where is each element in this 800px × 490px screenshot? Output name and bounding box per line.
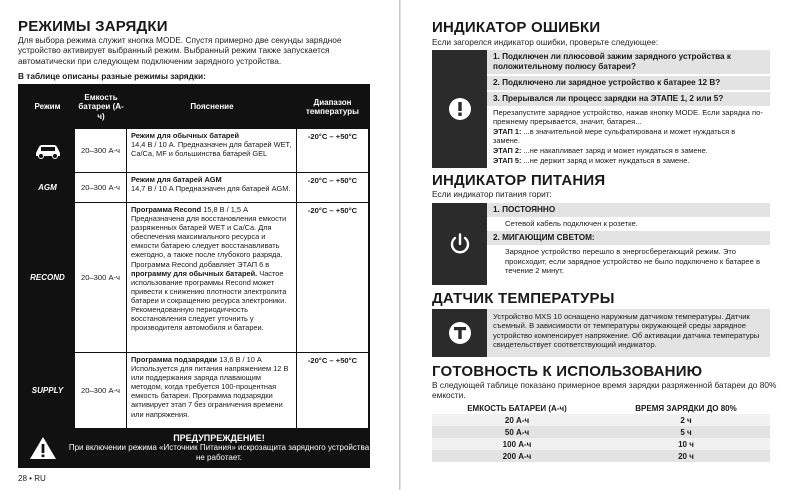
- desc-values: 13,6 В / 10 А: [219, 355, 262, 364]
- stage-text: ...в значительной мере сульфатирована и может нуждаться в замене.: [493, 126, 736, 146]
- desc-title: Режим для обычных батарей: [131, 131, 240, 140]
- temperature-box: [432, 309, 770, 357]
- stage-text: ...не накапливает заряд и может нуждаться в замене.: [523, 146, 708, 155]
- error-indicator-title: ИНДИКАТОР ОШИБКИ: [432, 19, 601, 36]
- warning-text-block: [68, 433, 370, 463]
- desc-text: 14,4 В / 10 А. Предназначен для батарей WET, Ca/Ca, MF и большинства батарей GEL: [131, 140, 292, 159]
- stage-label: ЭТАП 1:: [493, 126, 522, 136]
- capacity-value: 100 А-ч: [502, 439, 532, 449]
- time-value: 10 ч: [678, 439, 694, 449]
- header-mode: Режим: [34, 102, 61, 112]
- error-question-1: 1. Подключен ли плюсовой зажим зарядного устройства к положительному полюсу батареи?: [487, 50, 770, 74]
- mode-label-recond: RECOND: [20, 203, 75, 352]
- capacity-value: 50 А-ч: [504, 427, 530, 437]
- power-indicator-intro: Если индикатор питания горит:: [432, 189, 552, 199]
- error-question-3-text: Перезапустите зарядное устройство, нажав кнопку MODE. Если зарядка по-прежнему прерывается, значит, батарея...: [493, 108, 763, 127]
- header-capacity: Емкость батареи (А-ч): [78, 92, 124, 121]
- modes-table-header: [20, 86, 368, 128]
- warning-triangle-icon: [29, 436, 57, 460]
- description-cell: [127, 353, 297, 428]
- desc-title: Программа Recond: [131, 205, 202, 214]
- mode-label-supply: SUPPLY: [20, 353, 75, 428]
- temperature-icon-cell: [432, 309, 487, 357]
- desc-title: Программа подзарядки: [131, 355, 218, 364]
- stage-line: [487, 156, 770, 166]
- temperature-sensor-text: Устройство MXS 10 оснащено наружным датчиком температуры. Датчик съемный. В зависимости от температуры окружающей среды зарядное устройство компенсирует напряжение. Об активации датчика температуры свидетельствует соответствующий индикатор.: [487, 309, 770, 357]
- charge-time-body: [432, 414, 770, 462]
- desc-values: 15,8 В / 1,5 А: [203, 205, 249, 214]
- power-state-1-text: Сетевой кабель подключен к розетке.: [505, 219, 638, 228]
- modes-table: [18, 84, 370, 430]
- page-number: 28: [18, 474, 27, 483]
- charge-time-table: [432, 402, 770, 462]
- charge-time-header: [432, 402, 770, 414]
- error-question-2: 2. Подключено ли зарядное устройство к батарее 12 В?: [487, 76, 770, 90]
- temperature-cell: -20°C – +50°C: [307, 206, 358, 215]
- error-indicator-intro: Если загорелся индикатор ошибки, проверьте следующее:: [432, 37, 659, 47]
- time-value: 5 ч: [680, 427, 692, 437]
- desc-text: Предназначена для восстановления емкости разряженных батарей WET и Ca/Ca. Для обеспечения максимального ресурса и емкости батарею следует восстанавливать ежегодно, а также после глубокого разряда. Программа Recond добавляет ЭТАП 6 в: [131, 214, 287, 269]
- ready-to-use-title: ГОТОВНОСТЬ К ИСПОЛЬЗОВАНИЮ: [432, 363, 703, 380]
- capacity-cell: 20–300 А-ч: [75, 129, 127, 172]
- stage-label: ЭТАП 5:: [493, 155, 522, 165]
- capacity-cell: 20–300 А-ч: [75, 173, 127, 202]
- stage-text: ...не держит заряд и может нуждаться в замене.: [523, 155, 690, 165]
- warning-icon-wrap: [18, 436, 68, 460]
- description-cell: [127, 203, 297, 352]
- error-box: [432, 50, 770, 168]
- table-row: [432, 426, 770, 438]
- power-state-1: 1. ПОСТОЯННО: [487, 203, 770, 217]
- warning-title: ПРЕДУПРЕЖДЕНИЕ!: [173, 433, 265, 443]
- temperature-cell: -20°C – +50°C: [307, 176, 358, 185]
- mode-cell: [20, 129, 75, 172]
- capacity-value: 20 А-ч: [504, 415, 530, 425]
- header-temperature: Диапазон температуры: [306, 97, 359, 116]
- table-row: [432, 414, 770, 426]
- charging-modes-intro: Для выбора режима служит кнопка MODE. Спустя примерно две секунды зарядное устройство активирует выбранный режим. Выбранный режим также запускается автоматически при следующем подключении зарядного устройства.: [18, 35, 342, 66]
- error-icon-cell: [432, 50, 487, 168]
- desc-text-2: Частое использование программы Recond может привести к снижению плотности электролита батареи и сокращению ресурса электроники. Рекомендованную периодичность восстановления следует уточнить у производителя автомобиля и батареи.: [131, 268, 287, 333]
- power-box: [432, 203, 770, 285]
- temperature-cell: -20°C – +50°C: [307, 356, 358, 365]
- charging-modes-title: РЕЖИМЫ ЗАРЯДКИ: [18, 18, 168, 35]
- description-cell: [127, 173, 297, 202]
- mode-label-agm: AGM: [20, 173, 75, 202]
- error-content: [487, 50, 770, 168]
- temperature-cell: -20°C – +50°C: [307, 132, 358, 141]
- power-icon-cell: [432, 203, 487, 285]
- desc-title: Режим для батарей AGM: [131, 175, 222, 184]
- power-indicator-title: ИНДИКАТОР ПИТАНИЯ: [432, 172, 606, 189]
- right-page: [400, 0, 800, 490]
- exclamation-icon: [448, 97, 472, 121]
- header-charge-time: ВРЕМЯ ЗАРЯДКИ ДО 80%: [635, 403, 737, 413]
- power-state-2: 2. МИГАЮЩИМ СВЕТОМ:: [487, 231, 770, 245]
- table-row: [20, 352, 368, 428]
- warning-box: [18, 428, 370, 468]
- header-battery-capacity: ЕМКОСТЬ БАТАРЕИ (А-ч): [467, 403, 567, 413]
- error-question-3: 3. Прерывался ли процесс зарядки на ЭТАПЕ 1, 2 или 5?: [487, 92, 770, 106]
- temperature-sensor-title: ДАТЧИК ТЕМПЕРАТУРЫ: [432, 290, 615, 307]
- table-row: [432, 438, 770, 450]
- stage-line: [487, 146, 770, 156]
- desc-text: 14,7 В / 10 А Предназначен для батарей AGM.: [131, 184, 291, 194]
- description-cell: [127, 129, 297, 172]
- table-row: [432, 450, 770, 462]
- capacity-cell: 20–300 А-ч: [75, 203, 127, 352]
- desc-bold: программу для обычных батарей.: [131, 268, 258, 278]
- footer-bullet: •: [29, 474, 32, 483]
- power-icon: [448, 232, 472, 256]
- stage-label: ЭТАП 2:: [493, 146, 522, 155]
- power-state-2-text: Зарядное устройство перешло в энергосберегающий режим. Это происходит, если зарядное устройство не было подключено к батарее в течение 2 минут.: [505, 247, 761, 276]
- stage-line: [487, 127, 770, 146]
- table-row: [20, 172, 368, 202]
- page-footer: [18, 474, 46, 483]
- ready-to-use-intro: В следующей таблице показано примерное время зарядки разряженной батареи до 80% емкости.: [432, 380, 777, 401]
- time-value: 20 ч: [678, 451, 694, 461]
- language-code: RU: [34, 474, 46, 483]
- header-description: Пояснение: [190, 102, 234, 112]
- capacity-cell: 20–300 А-ч: [75, 353, 127, 428]
- temperature-t-icon: [448, 321, 472, 345]
- desc-text: Используется для питания напряжением 12 В или поддержания заряда плавающим методом, когда требуется 100-процентная емкость батареи. Программа подзарядки активирует этап 7 без ограничения времени или напряжения.: [131, 364, 289, 419]
- power-content: [487, 203, 770, 285]
- capacity-value: 200 А-ч: [502, 451, 532, 461]
- modes-table-caption: В таблице описаны разные режимы зарядки:: [18, 71, 206, 81]
- warning-text: При включении режима «Источник Питания» искрозащита зарядного устройства не работает.: [68, 443, 370, 462]
- car-icon: [33, 143, 63, 159]
- time-value: 2 ч: [680, 415, 692, 425]
- table-row: [20, 128, 368, 172]
- table-row: [20, 202, 368, 352]
